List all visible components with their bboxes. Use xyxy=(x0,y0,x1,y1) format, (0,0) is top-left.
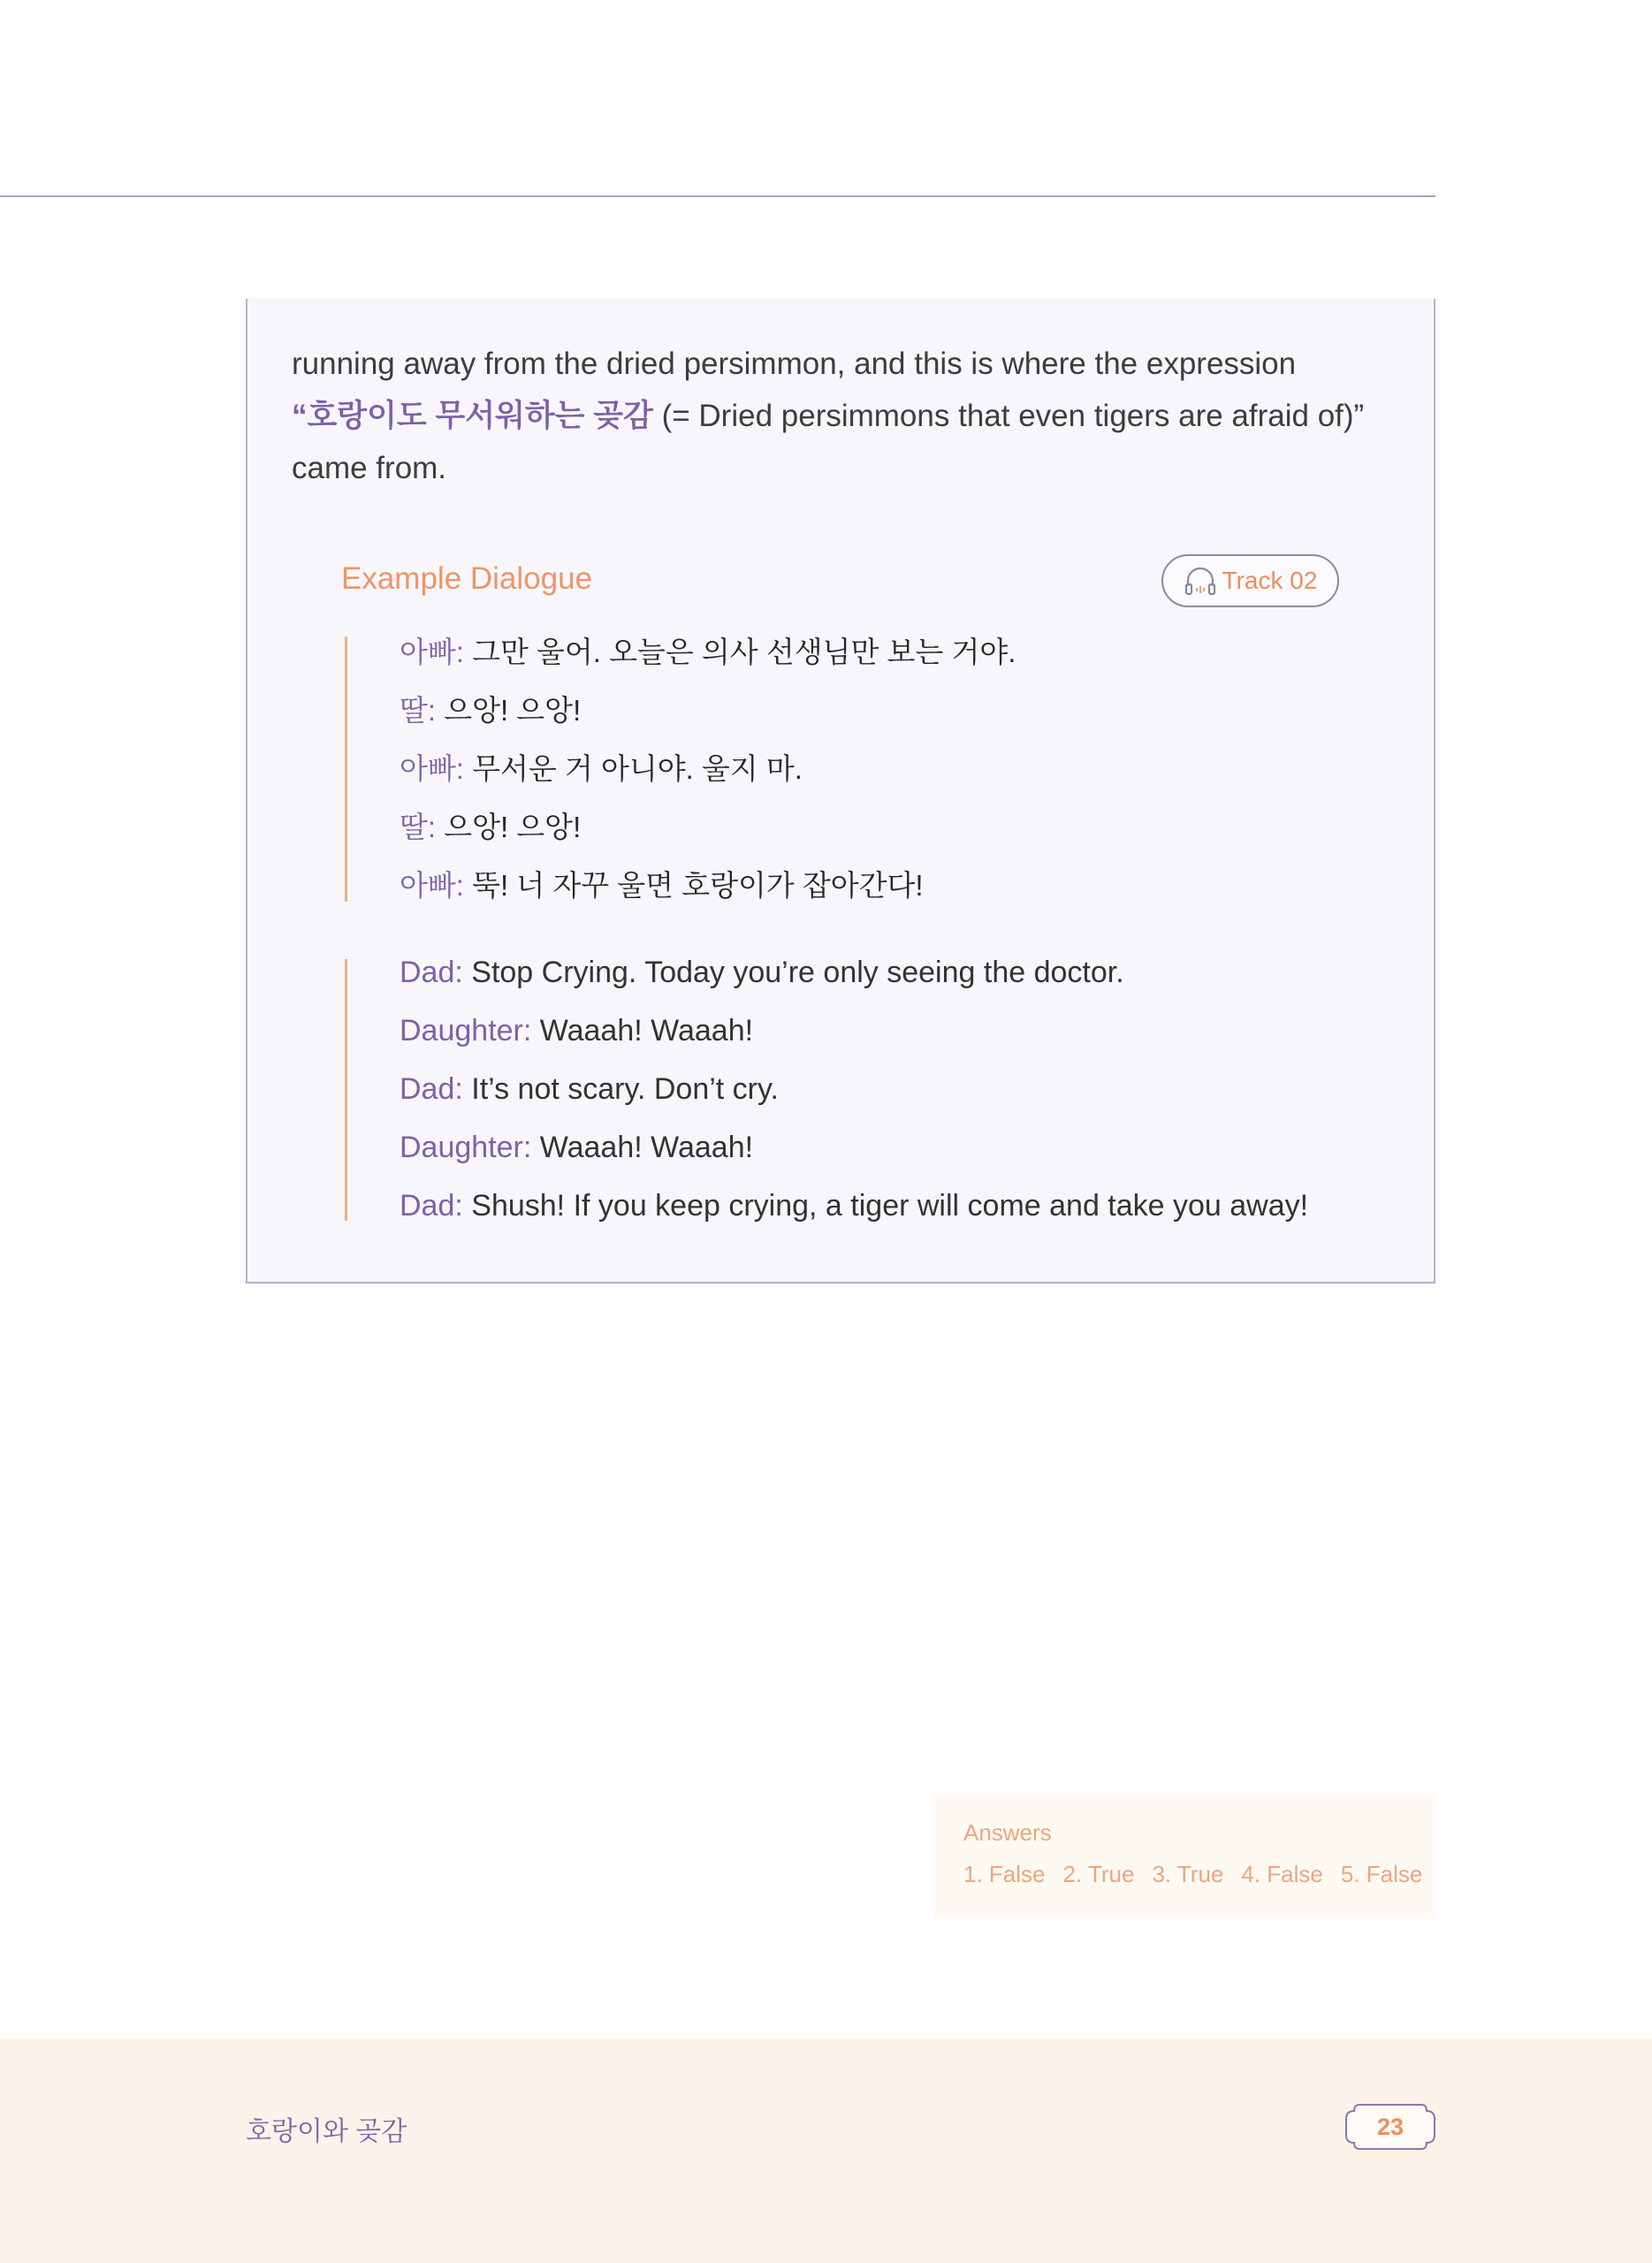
track-label: Track 02 xyxy=(1222,567,1318,594)
speaker-label: 아빠: xyxy=(400,636,464,668)
track-button[interactable] xyxy=(1161,554,1339,607)
page-number-badge xyxy=(1344,2102,1437,2152)
dialogue-line xyxy=(400,805,1425,864)
speaker-label: 딸: xyxy=(400,811,437,843)
line-text: Stop Crying. Today you’re only seeing the doctor. xyxy=(462,956,1124,989)
quote-open: “ xyxy=(292,399,308,433)
line-text: It’s not scary. Don’t cry. xyxy=(462,1072,779,1106)
dialogue-line xyxy=(400,1125,1425,1184)
dialogue-line xyxy=(400,864,1425,922)
dialogue-line xyxy=(400,1067,1425,1125)
line-text: Waaah! Waaah! xyxy=(531,1014,754,1048)
english-dialogue xyxy=(400,950,1425,1242)
line-text: 무서운 거 아니야. 울지 마. xyxy=(463,752,803,785)
dialogue-line xyxy=(400,1009,1425,1067)
headphones-icon xyxy=(1184,565,1217,597)
answer-item: 2. True xyxy=(1062,1861,1135,1887)
answers-box xyxy=(933,1794,1435,1918)
line-text: 뚝! 너 자꾸 울면 호랑이가 잡아간다! xyxy=(463,869,924,902)
speaker-label: Dad: xyxy=(400,956,463,989)
expression-highlight: 호랑이도 무서워하는 곶감 xyxy=(307,399,653,433)
speaker-label: Dad: xyxy=(400,1189,463,1223)
speaker-label: 아빠: xyxy=(400,869,464,902)
answers-title: Answers xyxy=(963,1819,1052,1846)
dialogue-line xyxy=(400,747,1425,805)
line-text: 그만 울어. 오늘은 의사 선생님만 보는 거야. xyxy=(463,636,1016,668)
korean-dialogue xyxy=(400,630,1425,922)
intro-line-2 xyxy=(292,390,1432,442)
line-text: 으앙! 으앙! xyxy=(436,811,582,843)
answer-item: 4. False xyxy=(1241,1861,1323,1887)
expression-translation: (= Dried persimmons that even tigers are afraid of)” xyxy=(652,399,1365,433)
dialogue-line xyxy=(400,689,1425,747)
answer-item: 3. True xyxy=(1152,1861,1224,1887)
english-dialogue-bar xyxy=(345,959,347,1221)
intro-line-1: running away from the dried persimmon, and this is where the expression xyxy=(292,347,1297,381)
top-rule xyxy=(0,195,1435,197)
speaker-label: 딸: xyxy=(400,694,437,727)
speaker-label: Dad: xyxy=(400,1072,463,1106)
line-text: Shush! If you keep crying, a tiger will come and take you away! xyxy=(462,1189,1309,1223)
intro-line-3: came from. xyxy=(292,451,447,485)
speaker-label: Daughter: xyxy=(400,1131,532,1164)
speaker-label: Daughter: xyxy=(400,1014,532,1048)
answer-item: 5. False xyxy=(1340,1861,1423,1887)
dialogue-line xyxy=(400,950,1425,1009)
line-text: Waaah! Waaah! xyxy=(531,1131,754,1164)
dialogue-line xyxy=(400,630,1425,689)
footer-title: 호랑이와 곶감 xyxy=(246,2117,407,2146)
intro-paragraph xyxy=(292,338,1432,494)
answers-list xyxy=(963,1861,1422,1888)
korean-dialogue-bar xyxy=(345,636,347,902)
dialogue-title: Example Dialogue xyxy=(341,561,593,596)
page-number: 23 xyxy=(1376,2113,1405,2140)
dialogue-line xyxy=(400,1184,1425,1242)
answer-item: 1. False xyxy=(963,1861,1046,1887)
speaker-label: 아빠: xyxy=(400,752,464,785)
page-footer xyxy=(0,2038,1652,2263)
line-text: 으앙! 으앙! xyxy=(436,694,582,727)
